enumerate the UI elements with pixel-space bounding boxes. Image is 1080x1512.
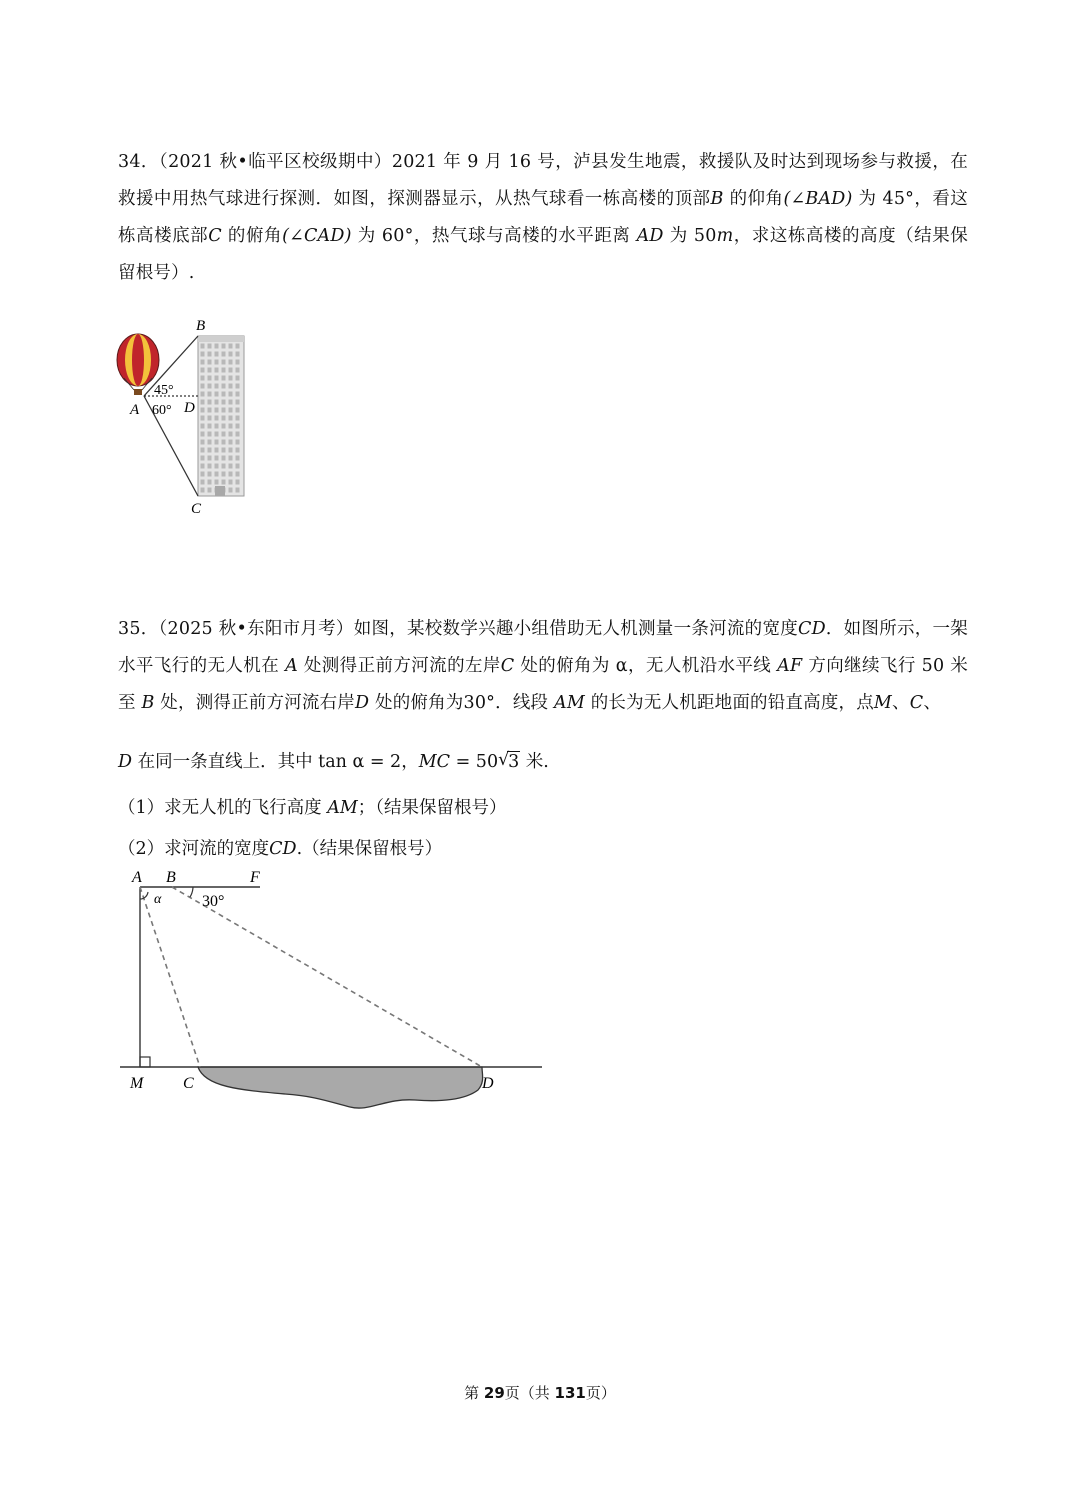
q34-angle-bad: (∠BAD) <box>783 189 853 209</box>
q34-text-2: 的仰角 <box>723 189 784 209</box>
q34-text-5: 为 60°，热气球与高楼的水平距离 <box>351 226 637 246</box>
q34-text-4: 的俯角 <box>221 226 283 246</box>
label-m: M <box>130 1075 144 1092</box>
label-b: B <box>166 869 176 886</box>
sub2-suffix: .（结果保留根号） <box>296 839 443 859</box>
river-shape <box>198 1067 483 1108</box>
alpha-arc <box>140 892 148 899</box>
label-d: D <box>482 1075 494 1092</box>
q34-text-1: 2021 年 9 月 16 号，泸县发生地震，救援队及时达到现场参与救援，在救援中用热气球进行探测．如图，探测器显示，从热气球看一栋高楼的顶部 <box>118 152 968 209</box>
q35-line4-unit: 米. <box>520 752 549 772</box>
q35-condition-line <box>118 748 549 773</box>
q35-text-8: 的长为无人机距地面的铅直高度，点 <box>584 693 874 713</box>
q35-var-c2: C <box>909 693 924 713</box>
q35-line4-d: D <box>118 752 133 772</box>
q35-text-6: 处，测得正前方河流右岸 <box>154 693 355 713</box>
q35-figure <box>110 862 550 1122</box>
building-illustration <box>198 336 244 496</box>
q35-line4-eq: = 50 <box>450 752 499 772</box>
q35-var-am: AM <box>553 693 585 713</box>
q35-text-9: 、 <box>892 693 910 713</box>
q35-var-af: AF <box>777 656 803 676</box>
q35-var-m: M <box>873 693 893 713</box>
q35-text-2: ．如图所示，一架水平飞行的无人机在 <box>118 619 968 676</box>
label-a: A <box>132 869 142 886</box>
q34-source: （2021 秋•临平区校级期中） <box>158 152 392 172</box>
q34-var-b: B <box>710 189 724 209</box>
q35-number: 35． <box>118 619 159 639</box>
q35-var-b: B <box>141 693 155 713</box>
footer-page-number: 29 <box>483 1384 505 1402</box>
right-angle-mark <box>140 1057 150 1067</box>
sub1-suffix: ；（结果保留根号） <box>357 798 507 818</box>
label-b: B <box>196 318 206 334</box>
q34-text-6: 为 50 <box>663 226 717 246</box>
footer-prefix: 第 <box>464 1384 484 1402</box>
label-30-degrees: 30° <box>202 893 225 910</box>
q35-text-7: 处的俯角为30°．线段 <box>369 693 554 713</box>
angle-60-label: 60° <box>152 403 172 418</box>
q35-text-3: 处测得正前方河流的左岸 <box>297 656 501 676</box>
q34-text-3: 为 45°，看这栋高楼底部 <box>118 189 968 246</box>
q34-number: 34． <box>118 152 159 172</box>
q34-unit-m: m <box>716 226 734 246</box>
label-alpha: α <box>154 892 162 907</box>
q35-var-d: D <box>355 693 370 713</box>
sub1-prefix: （1）求无人机的飞行高度 <box>118 798 328 818</box>
sub1-var: AM <box>327 798 358 818</box>
q35-text-10: 、 <box>923 693 942 713</box>
label-a: A <box>130 402 140 418</box>
page-footer <box>0 1382 1080 1403</box>
q35-var-a: A <box>285 656 298 676</box>
q35-text-5: 方向继续飞行 50 米至 <box>118 656 969 713</box>
angle-45-label: 45° <box>154 383 174 398</box>
q35-line4-text: 在同一条直线上．其中 tan α = 2， <box>132 752 419 772</box>
q35-line4-mc: MC <box>418 752 451 772</box>
q34-angle-cad: (∠CAD) <box>282 226 352 246</box>
dashed-b-d <box>172 887 482 1067</box>
footer-suffix: 页） <box>585 1384 616 1402</box>
q35-var-cd: CD <box>797 619 826 639</box>
angle-30-arc <box>190 887 193 897</box>
sqrt-expression: √ 3 <box>498 750 520 772</box>
label-c: C <box>183 1075 194 1092</box>
q34-var-c: C <box>208 226 222 246</box>
sub2-var: CD <box>269 839 297 859</box>
q35-source: （2025 秋•东阳市月考） <box>158 619 354 639</box>
q34-text-7: ，求这栋高楼的高度（结果保留根号）. <box>118 226 968 283</box>
q35-var-c: C <box>500 656 515 676</box>
q34-var-ad: AD <box>636 226 664 246</box>
sub2-prefix: （2）求河流的宽度 <box>118 839 270 859</box>
question-34-text <box>118 144 968 292</box>
sqrt-radicand: 3 <box>508 752 520 772</box>
q35-subquestion-2 <box>118 835 442 860</box>
q35-text-1: 如图，某校数学兴趣小组借助无人机测量一条河流的宽度 <box>353 619 798 639</box>
q35-text-4: 处的俯角为 α，无人机沿水平线 <box>514 656 778 676</box>
label-d: D <box>184 400 195 416</box>
q34-figure <box>108 310 268 520</box>
label-c: C <box>191 501 202 517</box>
label-f: F <box>250 869 260 886</box>
q35-subquestion-1 <box>118 794 507 819</box>
question-35-text <box>118 611 968 722</box>
footer-total-pages: 131 <box>554 1384 586 1402</box>
footer-middle: 页（共 <box>504 1384 555 1402</box>
dashed-a-c <box>140 887 200 1067</box>
